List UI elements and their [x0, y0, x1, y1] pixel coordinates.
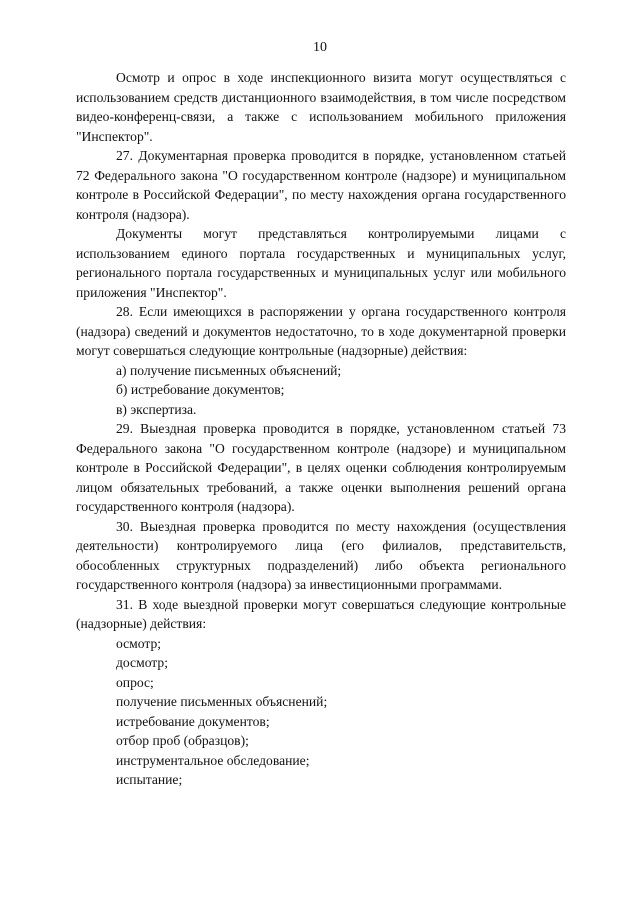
document-body — [76, 68, 566, 790]
page-number: 10 — [313, 40, 327, 55]
list-item: досмотр; — [116, 655, 168, 670]
list-item: испытание; — [116, 772, 183, 787]
paragraph-27: 27. Документарная проверка проводится в порядке, установленном статьей 72 Федерального закона "О государственном контроле (надзоре) и муниципальном контроле в Российской Федерации", по месту нахождения органа государственного контроля (надзора). — [76, 148, 566, 222]
list-item: получение письменных объяснений; — [116, 694, 328, 709]
list-item: отбор проб (образцов); — [116, 733, 249, 748]
paragraph-documents-submission: Документы могут представляться контролируемыми лицами с использованием единого портала государственных и муниципальных услуг, регионального портала государственных и муниципальных услуг или мобильного приложения "Инспектор". — [76, 226, 566, 300]
paragraph-29: 29. Выездная проверка проводится в порядке, установленном статьей 73 Федерального закона "О государственном контроле (надзоре) и муниципальном контроле в Российской Федерации", в целях оценки соблюдения контролируемым лицом обязательных требований, а также оценки выполнения решений органа государственного контроля (надзора). — [76, 421, 566, 514]
list-item: в) экспертиза. — [116, 401, 197, 417]
list-item: б) истребование документов; — [116, 382, 285, 397]
paragraph-28: 28. Если имеющихся в распоряжении у органа государственного контроля (надзора) сведений и документов недостаточно, то в ходе документарной проверки могут совершаться следующие контрольные (надзорные) действия: — [76, 304, 566, 358]
list-item: осмотр; — [116, 635, 162, 651]
list-item: инструментальное обследование; — [116, 752, 310, 768]
list-item: а) получение письменных объяснений; — [116, 362, 342, 378]
paragraph-30: 30. Выездная проверка проводится по месту нахождения (осуществления деятельности) контролируемого лица (его филиалов, представительств, обособленных структурных подразделений) либо объекта регионального государственного контроля (надзора) за инвестиционными программами. — [76, 518, 566, 592]
list-item: истребование документов; — [116, 713, 270, 729]
paragraph-31: 31. В ходе выездной проверки могут совершаться следующие контрольные (надзорные) действия: — [76, 596, 566, 631]
paragraph-inspection-remote: Осмотр и опрос в ходе инспекционного визита могут осуществляться с использованием средств дистанционного взаимодействия, в том числе посредством видео-конференц-связи, а также с использованием мобильного приложения "Инспектор". — [76, 70, 566, 144]
list-item: опрос; — [116, 674, 154, 690]
